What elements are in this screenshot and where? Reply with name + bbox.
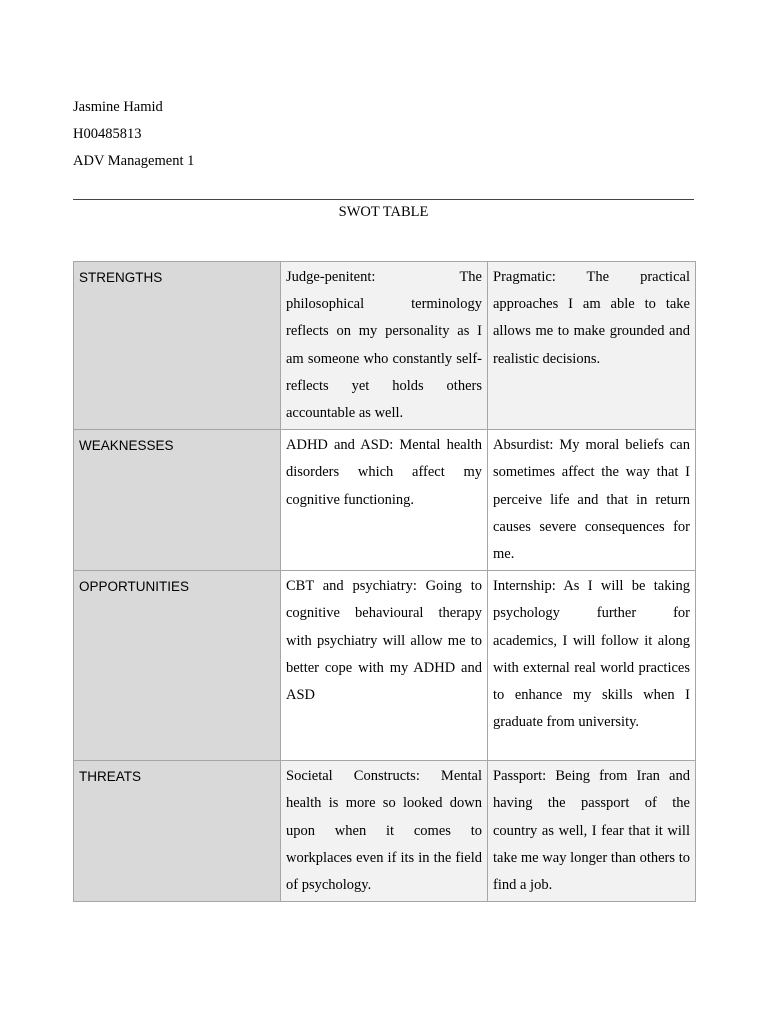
document-header: [73, 94, 194, 175]
swot-row-weaknesses: [74, 430, 696, 571]
student-id: H00485813: [73, 126, 142, 142]
swot-table: [73, 261, 696, 902]
swot-row-strengths: [74, 262, 696, 430]
row-label-opportunities: OPPORTUNITIES: [74, 571, 281, 761]
swot-row-threats: [74, 761, 696, 902]
header-divider: [73, 199, 694, 200]
threats-cell-2: Passport: Being from Iran and having the passport of the country as well, I fear that it will take me way longer than others to find a job.: [488, 761, 696, 902]
strengths-cell-1: Judge-penitent: The philosophical terminology reflects on my personality as I am someone who constantly self-reflects yet holds others accountable as well.: [281, 262, 488, 430]
course-name: ADV Management 1: [73, 153, 195, 169]
row-label-threats: THREATS: [74, 761, 281, 902]
weaknesses-cell-1: ADHD and ASD: Mental health disorders which affect my cognitive functioning.: [281, 430, 488, 571]
swot-row-opportunities: [74, 571, 696, 761]
opportunities-cell-1: CBT and psychiatry: Going to cognitive behavioural therapy with psychiatry will allow me to better cope with my ADHD and ASD: [281, 571, 488, 761]
opportunities-cell-2: Internship: As I will be taking psychology further for academics, I will follow it along with external real world practices to enhance my skills when I graduate from university.: [488, 571, 696, 761]
author-name: Jasmine Hamid: [73, 99, 163, 115]
weaknesses-cell-2: Absurdist: My moral beliefs can sometimes affect the way that I perceive life and that in return causes severe consequences for me.: [488, 430, 696, 571]
strengths-cell-2: Pragmatic: The practical approaches I am able to take allows me to make grounded and realistic decisions.: [488, 262, 696, 430]
threats-cell-1: Societal Constructs: Mental health is more so looked down upon when it comes to workplaces even if its in the field of psychology.: [281, 761, 488, 902]
row-label-weaknesses: WEAKNESSES: [74, 430, 281, 571]
document-title: SWOT TABLE: [338, 204, 429, 220]
row-label-strengths: STRENGTHS: [74, 262, 281, 430]
